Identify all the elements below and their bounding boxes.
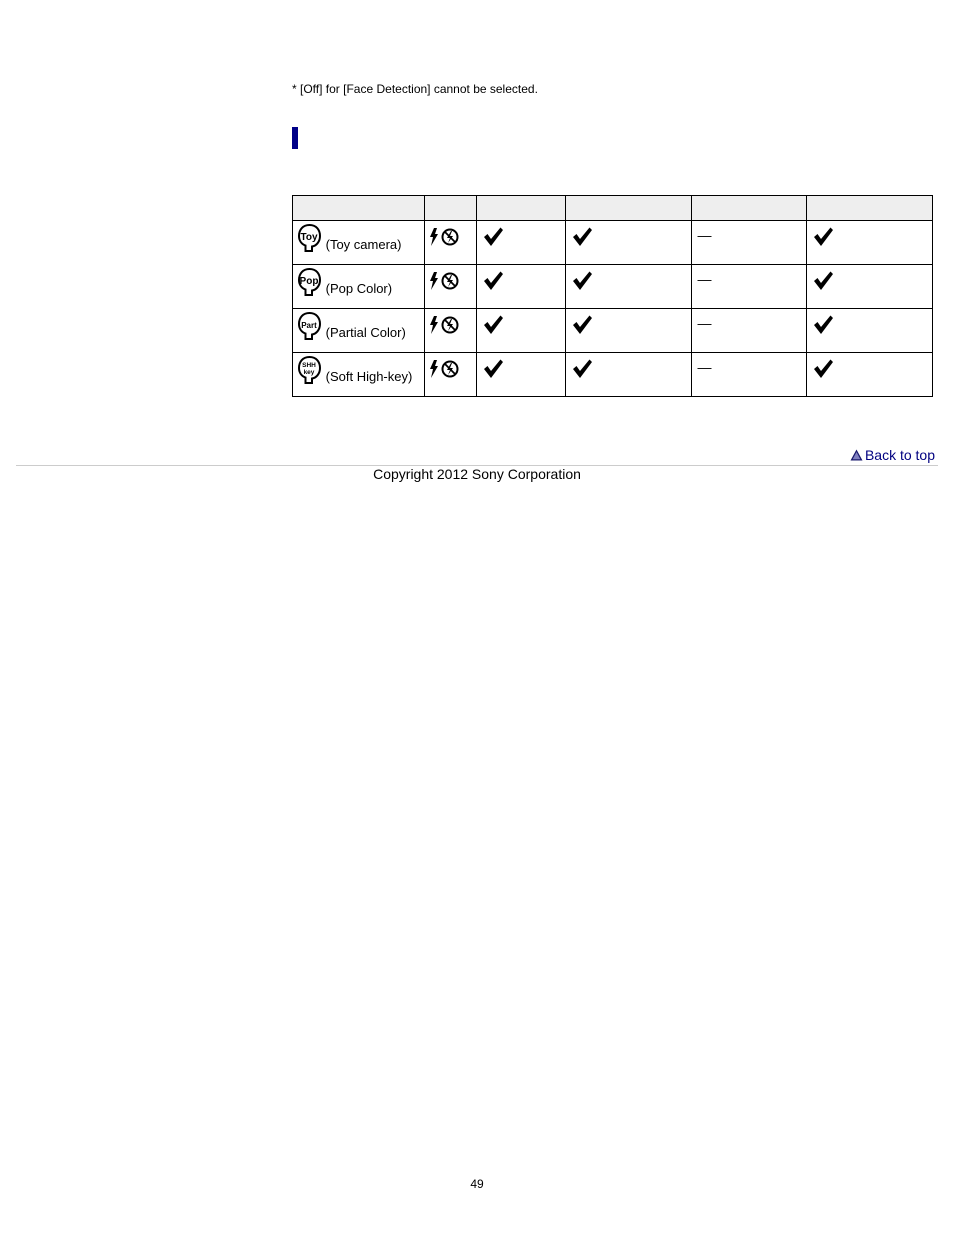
table-header-cell [807, 196, 933, 221]
copyright: Copyright 2012 Sony Corporation [373, 466, 581, 482]
mode-label: (Soft High-key) [325, 369, 413, 384]
mode-label: (Partial Color) [325, 325, 406, 340]
mode-cell [293, 221, 425, 265]
check-icon [812, 358, 834, 380]
table-header-row [293, 196, 933, 221]
table-header-cell [565, 196, 692, 221]
svg-text:Pop: Pop [299, 276, 319, 287]
check-cell [476, 309, 565, 353]
check-cell [565, 265, 692, 309]
soft-high-key-icon [297, 355, 322, 385]
mode-label: (Toy camera) [325, 237, 402, 252]
check-icon [812, 270, 834, 292]
check-cell [807, 265, 933, 309]
flash-auto-off-icons [428, 271, 460, 291]
page-number: 49 [470, 1177, 484, 1191]
check-icon [571, 270, 593, 292]
check-cell [807, 353, 933, 397]
section-heading-bar [292, 127, 298, 149]
flash-cell [424, 265, 476, 309]
flash-cell [424, 309, 476, 353]
flash-cell [424, 353, 476, 397]
dash-cell: — [692, 221, 807, 265]
dash-cell: — [692, 353, 807, 397]
check-icon [571, 314, 593, 336]
check-icon [482, 270, 504, 292]
check-cell [476, 353, 565, 397]
picture-effect-table [292, 195, 933, 397]
check-cell [565, 221, 692, 265]
flash-auto-off-icons [428, 227, 460, 247]
mode-label: (Pop Color) [325, 281, 393, 296]
table-header-cell [293, 196, 425, 221]
flash-auto-off-icons [428, 359, 460, 379]
table-row [293, 265, 933, 309]
svg-text:Toy: Toy [300, 232, 318, 243]
check-icon [482, 358, 504, 380]
svg-text:Part: Part [301, 321, 317, 330]
back-to-top-label: Back to top [864, 447, 935, 463]
flash-auto-off-icons [428, 315, 460, 335]
check-cell [476, 221, 565, 265]
mode-cell [293, 265, 425, 309]
mode-cell [293, 353, 425, 397]
check-icon [571, 358, 593, 380]
check-cell [807, 309, 933, 353]
svg-text:SHH: SHH [302, 362, 316, 369]
check-cell [565, 353, 692, 397]
footnote: * [Off] for [Face Detection] cannot be selected. [292, 82, 538, 96]
up-triangle-icon [850, 449, 863, 461]
check-icon [482, 314, 504, 336]
partial-color-icon [297, 311, 322, 341]
flash-cell [424, 221, 476, 265]
table-row [293, 221, 933, 265]
check-icon [812, 226, 834, 248]
table-row [293, 353, 933, 397]
back-to-top-link[interactable] [850, 447, 935, 463]
table-header-cell [424, 196, 476, 221]
check-icon [812, 314, 834, 336]
toy-camera-icon [297, 223, 322, 253]
svg-text:key: key [303, 369, 315, 376]
table-header-cell [476, 196, 565, 221]
mode-cell [293, 309, 425, 353]
dash-cell: — [692, 265, 807, 309]
check-icon [571, 226, 593, 248]
dash-cell: — [692, 309, 807, 353]
table-header-cell [692, 196, 807, 221]
table-row [293, 309, 933, 353]
check-cell [565, 309, 692, 353]
check-cell [807, 221, 933, 265]
pop-color-icon [297, 267, 322, 297]
check-icon [482, 226, 504, 248]
check-cell [476, 265, 565, 309]
